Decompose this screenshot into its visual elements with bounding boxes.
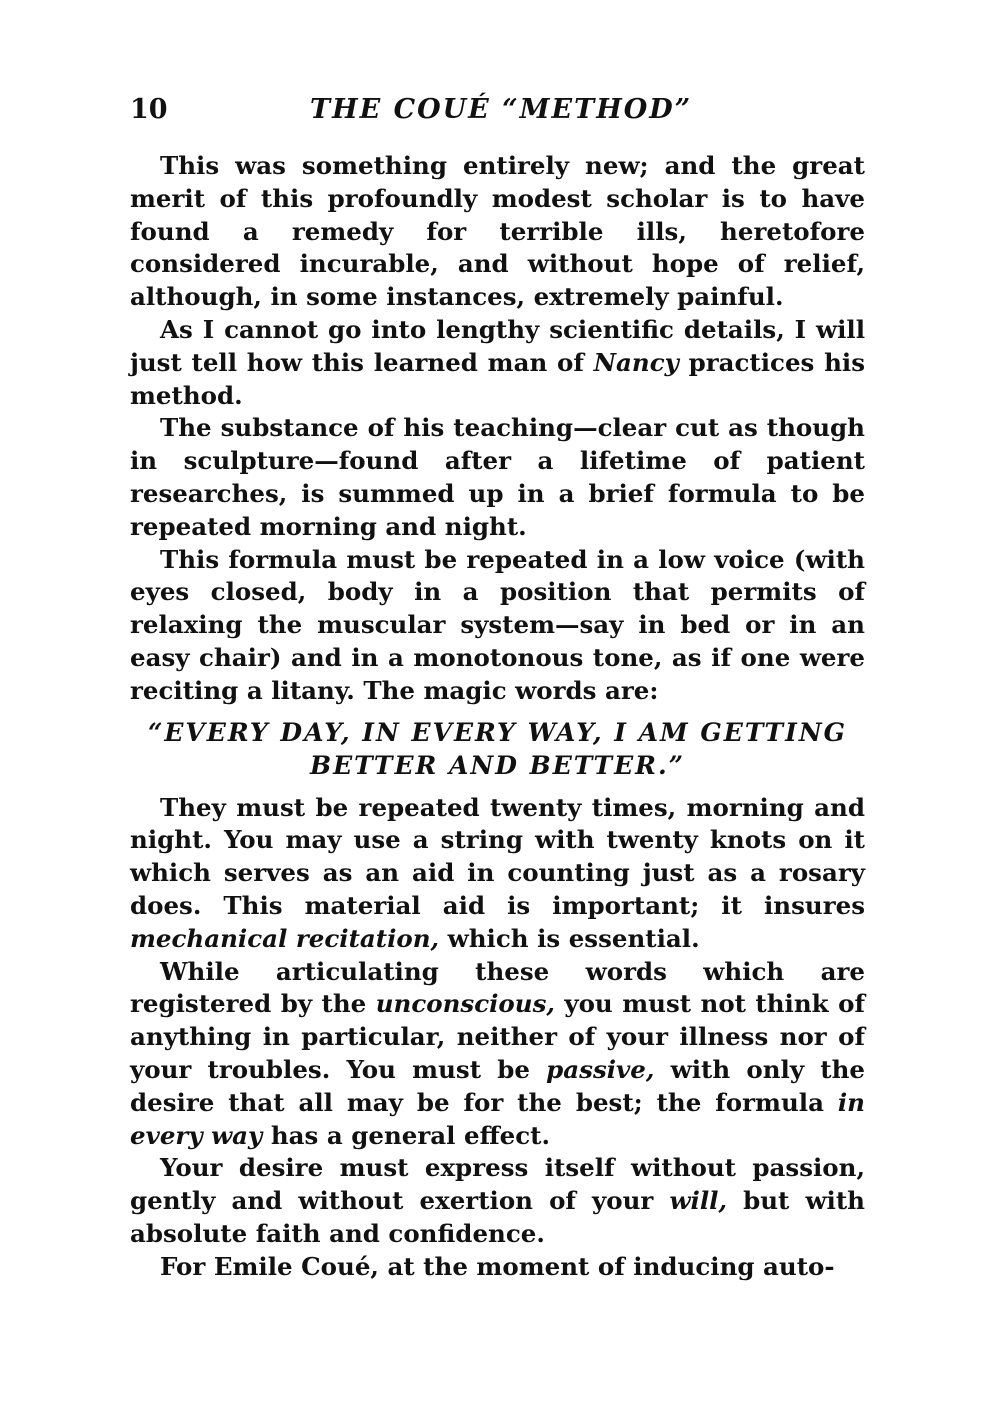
- paragraph-6-emphasis-3: in every way: [130, 1087, 865, 1150]
- running-head: THE COUÉ “METHOD”: [310, 94, 693, 125]
- paragraph-2: [130, 314, 865, 412]
- paragraph-6-text-3: with only the desire that all may be for the best; the formula: [130, 1054, 865, 1117]
- paragraph-6-text-2: you must not think of anything in particular, neither of your illness nor of your troubles. You must be: [130, 989, 865, 1084]
- paragraph-2-text-end: practices his method.: [130, 347, 865, 410]
- paragraph-6-emphasis-1: unconscious,: [375, 989, 555, 1019]
- paragraph-2-text: As I cannot go into lengthy scientific details, I will just tell how this learned man of: [130, 314, 865, 377]
- paragraph-5: [130, 792, 865, 956]
- formula-line-1: “EVERY DAY, IN EVERY WAY, I AM GETTING: [147, 717, 848, 747]
- paragraph-5-text: They must be repeated twenty times, morning and night. You may use a string with twenty knots on it which serves as an aid in counting just as a rosary does. This material aid is important; it insures: [130, 792, 865, 920]
- paragraph-5-text-end: which is essential.: [439, 923, 700, 953]
- page-number: 10: [130, 94, 168, 125]
- formula-line-2: BETTER AND BETTER.”: [309, 750, 686, 780]
- body-text: [130, 150, 865, 1284]
- paragraph-6: [130, 956, 865, 1153]
- paragraph-6-emphasis-2: passive,: [546, 1054, 655, 1084]
- page-header: [130, 94, 870, 134]
- paragraph-3: The substance of his teaching—clear cut as though in sculpture—found after a lifetime of patient researches, is summed up in a brief formula to be repeated morning and night.: [130, 413, 865, 541]
- paragraph-4: This formula must be repeated in a low voice (with eyes closed, body in a position that permits of relaxing the muscular system—say in bed or in an easy chair) and in a monotonous tone, as if one were reciting a litany. The magic words are:: [130, 544, 865, 705]
- paragraph-1: This was something entirely new; and the great merit of this profoundly modest scholar is to have found a remedy for terrible ills, heretofore considered incurable, and without hope of relief, although, in some instances, extremely painful.: [130, 151, 865, 312]
- paragraph-6-text-1: While articulating these words which are registered by the: [130, 956, 865, 1019]
- paragraph-8: For Emile Coué, at the moment of inducing auto-: [160, 1251, 835, 1281]
- paragraph-6-text-4: has a general effect.: [262, 1120, 551, 1150]
- paragraph-2-emphasis: Nancy: [593, 347, 679, 377]
- paragraph-7-text: Your desire must express itself without passion, gently and without exertion of your: [130, 1153, 865, 1216]
- paragraph-5-emphasis: mechanical recitation,: [130, 923, 440, 953]
- formula-quote: [130, 716, 865, 782]
- paragraph-7: [130, 1152, 865, 1250]
- paragraph-7-text-end: but with absolute faith and confidence.: [130, 1186, 865, 1248]
- paragraph-7-emphasis: will,: [669, 1186, 727, 1216]
